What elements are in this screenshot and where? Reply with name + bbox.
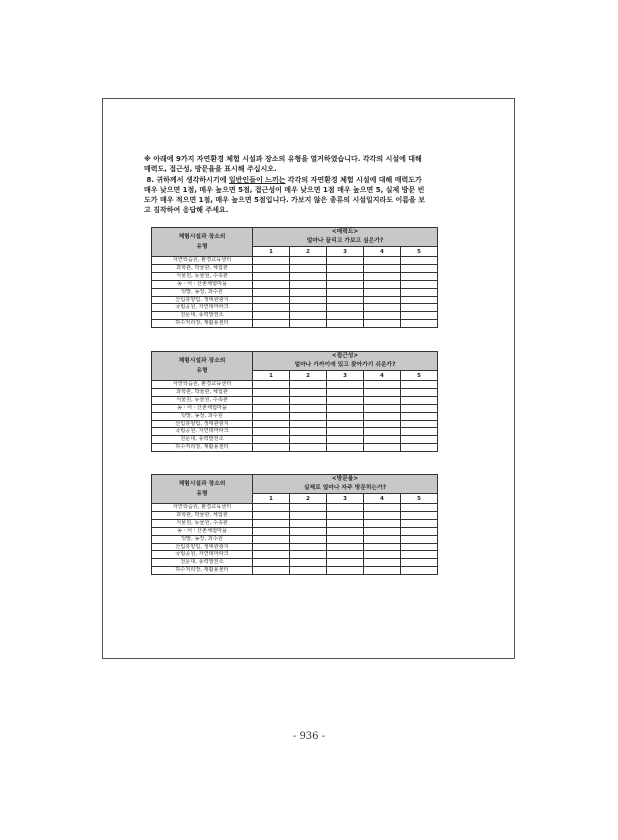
rating-cell[interactable] (401, 511, 438, 519)
rating-cell[interactable] (327, 264, 364, 272)
scale-header: 3 (327, 247, 364, 257)
rating-cell[interactable] (290, 551, 327, 559)
rating-cell[interactable] (401, 388, 438, 396)
rating-cell[interactable] (364, 272, 401, 280)
rating-cell[interactable] (364, 388, 401, 396)
attractiveness-table (151, 227, 438, 328)
table-row (152, 428, 438, 436)
rating-cell[interactable] (327, 288, 364, 296)
table-row (152, 381, 438, 389)
rating-cell[interactable] (364, 527, 401, 535)
table-row (152, 543, 438, 551)
rating-cell[interactable] (401, 396, 438, 404)
rating-cell[interactable] (364, 511, 401, 519)
rating-cell[interactable] (327, 280, 364, 288)
facility-type-label: 국립공원, 자연테마파크 (152, 551, 253, 559)
rating-cell[interactable] (290, 428, 327, 436)
rating-cell[interactable] (327, 428, 364, 436)
rating-cell[interactable] (253, 504, 290, 512)
rating-cell[interactable] (401, 296, 438, 304)
rating-cell[interactable] (401, 436, 438, 444)
rating-cell[interactable] (364, 312, 401, 320)
rating-cell[interactable] (401, 312, 438, 320)
rating-cell[interactable] (253, 567, 290, 575)
question-title: <방문율> (331, 476, 359, 482)
rating-cell[interactable] (327, 381, 364, 389)
rating-cell[interactable] (290, 257, 327, 265)
rating-cell[interactable] (290, 396, 327, 404)
rating-cell[interactable] (327, 436, 364, 444)
rating-cell[interactable] (253, 444, 290, 452)
rating-cell[interactable] (327, 511, 364, 519)
question-suffix: 각각의 자연환경 체험 시설에 대해 매력도가 (285, 175, 422, 184)
rating-cell[interactable] (401, 567, 438, 575)
facility-type-label: 농ㆍ어ㆍ산촌체험마을 (152, 280, 253, 288)
page-number: - 936 - (292, 731, 326, 742)
rating-cell[interactable] (364, 296, 401, 304)
rating-cell[interactable] (401, 504, 438, 512)
rating-cell[interactable] (290, 320, 327, 328)
rating-cell[interactable] (401, 420, 438, 428)
rating-cell[interactable] (290, 519, 327, 527)
rating-cell[interactable] (290, 444, 327, 452)
rating-cell[interactable] (364, 280, 401, 288)
rating-cell[interactable] (253, 264, 290, 272)
scale-header: 2 (290, 494, 327, 504)
rating-cell[interactable] (364, 304, 401, 312)
instruction-line (144, 175, 480, 185)
question-title: <접근성> (331, 353, 359, 359)
rating-cell[interactable] (364, 543, 401, 551)
survey-instructions (144, 154, 480, 216)
rating-cell[interactable] (401, 288, 438, 296)
rating-cell[interactable] (290, 304, 327, 312)
table-row (152, 264, 438, 272)
rating-cell[interactable] (290, 412, 327, 420)
instruction-line: 고 짐작하여 응답해 주세요. (144, 206, 229, 215)
rating-cell[interactable] (290, 404, 327, 412)
rating-cell[interactable] (327, 567, 364, 575)
rating-cell[interactable] (253, 511, 290, 519)
table-row (152, 535, 438, 543)
facility-type-label: 농ㆍ어ㆍ산촌체험마을 (152, 527, 253, 535)
table-row (152, 312, 438, 320)
rating-cell[interactable] (364, 559, 401, 567)
rating-cell[interactable] (327, 312, 364, 320)
rating-cell[interactable] (401, 320, 438, 328)
instruction-line: 도가 매우 적으면 1점, 매우 높으면 5점입니다. 가보지 않은 종류의 시설일지라도 이름을 보 (144, 196, 425, 205)
rating-cell[interactable] (364, 420, 401, 428)
rating-cell[interactable] (401, 444, 438, 452)
scale-header: 5 (401, 247, 438, 257)
question-header (253, 352, 438, 371)
rating-cell[interactable] (327, 296, 364, 304)
rating-cell[interactable] (364, 412, 401, 420)
table-row (152, 288, 438, 296)
facility-type-label: 과학관, 박물관, 체험관 (152, 388, 253, 396)
rating-cell[interactable] (401, 272, 438, 280)
table-row (152, 257, 438, 265)
underlined-phrase: 일반인들이 느끼는 (228, 175, 286, 184)
accessibility-table (151, 351, 438, 452)
table-row (152, 404, 438, 412)
table-row (152, 519, 438, 527)
table-row (152, 444, 438, 452)
rating-cell[interactable] (253, 257, 290, 265)
question-text: 얼마나 가까이에 있고 찾아가기 쉬운가? (294, 362, 396, 368)
rating-cell[interactable] (364, 428, 401, 436)
rating-cell[interactable] (253, 428, 290, 436)
rating-cell[interactable] (327, 543, 364, 551)
facility-type-label: 산림휴양림, 생태관광지 (152, 296, 253, 304)
facility-type-label: 하수처리장, 재활용센터 (152, 567, 253, 575)
table-row (152, 280, 438, 288)
scale-header: 3 (327, 371, 364, 381)
rating-cell[interactable] (401, 257, 438, 265)
scale-header: 4 (364, 371, 401, 381)
facility-type-label: 농ㆍ어ㆍ산촌체험마을 (152, 404, 253, 412)
rating-cell[interactable] (253, 304, 290, 312)
table-row (152, 296, 438, 304)
rating-cell[interactable] (364, 567, 401, 575)
rating-cell[interactable] (401, 381, 438, 389)
rating-cell[interactable] (290, 272, 327, 280)
rating-cell[interactable] (401, 304, 438, 312)
facility-type-label: 텃밭, 농장, 과수원 (152, 535, 253, 543)
rating-cell[interactable] (253, 320, 290, 328)
rating-cell[interactable] (253, 535, 290, 543)
facility-type-label: 국립공원, 자연테마파크 (152, 428, 253, 436)
rating-cell[interactable] (253, 551, 290, 559)
facility-type-label: 텃밭, 농장, 과수원 (152, 288, 253, 296)
rating-cell[interactable] (364, 535, 401, 543)
table-row (152, 527, 438, 535)
rating-cell[interactable] (364, 396, 401, 404)
instruction-line: ※ 아래에 9가지 자연환경 체험 시설과 장소의 유형을 열거하였습니다. 각각의 시설에 대해 (144, 155, 422, 163)
rating-cell[interactable] (253, 381, 290, 389)
rating-cell[interactable] (401, 535, 438, 543)
rating-cell[interactable] (401, 519, 438, 527)
visit-rate-table (151, 474, 438, 575)
facility-type-label: 산림휴양림, 생태관광지 (152, 543, 253, 551)
rating-cell[interactable] (327, 559, 364, 567)
rating-cell[interactable] (290, 559, 327, 567)
facility-type-label: 천문대, 풍력발전소 (152, 436, 253, 444)
rating-cell[interactable] (290, 312, 327, 320)
rating-cell[interactable] (327, 304, 364, 312)
rating-cell[interactable] (253, 396, 290, 404)
rating-cell[interactable] (401, 543, 438, 551)
table-row (152, 272, 438, 280)
rating-cell[interactable] (364, 404, 401, 412)
rating-cell[interactable] (253, 436, 290, 444)
question-header (253, 228, 438, 247)
rating-cell[interactable] (364, 381, 401, 389)
facility-type-header: 체험시설과 장소의 유형 (152, 228, 253, 257)
facility-type-label: 식물원, 동물원, 수족관 (152, 272, 253, 280)
table-row (152, 304, 438, 312)
facility-type-label: 자연학습원, 환경교육센터 (152, 504, 253, 512)
rating-cell[interactable] (253, 288, 290, 296)
rating-cell[interactable] (327, 404, 364, 412)
question-text: 실제로 얼마나 자주 방문하는가? (303, 485, 387, 491)
facility-type-label: 식물원, 동물원, 수족관 (152, 519, 253, 527)
rating-cell[interactable] (290, 381, 327, 389)
question-prefix: 8. 귀하께서 생각하시기에 (146, 175, 229, 184)
table-row (152, 420, 438, 428)
rating-cell[interactable] (327, 551, 364, 559)
facility-type-label: 식물원, 동물원, 수족관 (152, 396, 253, 404)
rating-cell[interactable] (253, 543, 290, 551)
rating-cell[interactable] (327, 504, 364, 512)
facility-type-header: 체험시설과 장소의 유형 (152, 475, 253, 504)
scale-header: 3 (327, 494, 364, 504)
table-row (152, 412, 438, 420)
rating-cell[interactable] (327, 519, 364, 527)
table-row (152, 559, 438, 567)
rating-cell[interactable] (290, 288, 327, 296)
rating-cell[interactable] (253, 559, 290, 567)
rating-cell[interactable] (327, 272, 364, 280)
facility-type-label: 하수처리장, 재활용센터 (152, 444, 253, 452)
rating-cell[interactable] (364, 551, 401, 559)
rating-cell[interactable] (401, 527, 438, 535)
rating-cell[interactable] (253, 312, 290, 320)
rating-cell[interactable] (290, 535, 327, 543)
rating-cell[interactable] (290, 296, 327, 304)
rating-cell[interactable] (290, 504, 327, 512)
facility-type-label: 자연학습원, 환경교육센터 (152, 257, 253, 265)
rating-cell[interactable] (401, 280, 438, 288)
table-row (152, 567, 438, 575)
rating-cell[interactable] (253, 412, 290, 420)
facility-type-label: 산림휴양림, 생태관광지 (152, 420, 253, 428)
facility-type-label: 국립공원, 자연테마파크 (152, 304, 253, 312)
table-row (152, 504, 438, 512)
rating-cell[interactable] (253, 519, 290, 527)
rating-cell[interactable] (253, 404, 290, 412)
rating-cell[interactable] (290, 264, 327, 272)
rating-cell[interactable] (290, 543, 327, 551)
rating-cell[interactable] (327, 420, 364, 428)
facility-type-label: 과학관, 박물관, 체험관 (152, 264, 253, 272)
question-header (253, 475, 438, 494)
scale-header: 1 (253, 371, 290, 381)
scale-header: 4 (364, 494, 401, 504)
rating-cell[interactable] (253, 280, 290, 288)
rating-cell[interactable] (327, 527, 364, 535)
rating-cell[interactable] (364, 320, 401, 328)
rating-cell[interactable] (290, 511, 327, 519)
rating-cell[interactable] (327, 396, 364, 404)
scale-header: 4 (364, 247, 401, 257)
rating-cell[interactable] (364, 519, 401, 527)
scale-header: 1 (253, 494, 290, 504)
table-row (152, 551, 438, 559)
rating-cell[interactable] (290, 567, 327, 575)
rating-cell[interactable] (364, 504, 401, 512)
table-row (152, 396, 438, 404)
rating-cell[interactable] (327, 388, 364, 396)
rating-cell[interactable] (253, 388, 290, 396)
table-row (152, 511, 438, 519)
rating-cell[interactable] (253, 296, 290, 304)
rating-cell[interactable] (327, 535, 364, 543)
rating-cell[interactable] (327, 320, 364, 328)
table-row (152, 388, 438, 396)
rating-cell[interactable] (327, 444, 364, 452)
scale-header: 1 (253, 247, 290, 257)
rating-cell[interactable] (290, 436, 327, 444)
rating-cell[interactable] (327, 412, 364, 420)
rating-cell[interactable] (290, 527, 327, 535)
scale-header: 5 (401, 494, 438, 504)
facility-type-label: 천문대, 풍력발전소 (152, 559, 253, 567)
rating-cell[interactable] (364, 444, 401, 452)
scale-header: 5 (401, 371, 438, 381)
table-row (152, 436, 438, 444)
rating-cell[interactable] (364, 264, 401, 272)
rating-cell[interactable] (364, 288, 401, 296)
rating-cell[interactable] (401, 428, 438, 436)
facility-type-label: 과학관, 박물관, 체험관 (152, 511, 253, 519)
scale-header: 2 (290, 371, 327, 381)
facility-type-header: 체험시설과 장소의 유형 (152, 352, 253, 381)
table-row (152, 320, 438, 328)
facility-type-label: 하수처리장, 재활용센터 (152, 320, 253, 328)
scale-header: 2 (290, 247, 327, 257)
rating-cell[interactable] (290, 280, 327, 288)
facility-type-label: 텃밭, 농장, 과수원 (152, 412, 253, 420)
rating-cell[interactable] (364, 257, 401, 265)
rating-cell[interactable] (401, 559, 438, 567)
rating-cell[interactable] (401, 264, 438, 272)
rating-cell[interactable] (253, 272, 290, 280)
rating-cell[interactable] (290, 420, 327, 428)
rating-cell[interactable] (253, 527, 290, 535)
instruction-line: 매우 낮으면 1점, 매우 높으면 5점, 접근성이 매우 낮으면 1점 매우 높으면 5, 실제 방문 빈 (144, 185, 425, 194)
facility-type-label: 자연학습원, 환경교육센터 (152, 381, 253, 389)
rating-cell[interactable] (290, 388, 327, 396)
question-text: 얼마나 끌리고 가보고 싶은가? (306, 238, 384, 244)
rating-cell[interactable] (401, 551, 438, 559)
question-title: <매력도> (331, 229, 359, 235)
rating-cell[interactable] (327, 257, 364, 265)
facility-type-label: 천문대, 풍력발전소 (152, 312, 253, 320)
rating-cell[interactable] (401, 412, 438, 420)
instruction-line: 매력도, 접근성, 방문율을 표시해 주십시오. (144, 165, 277, 174)
rating-cell[interactable] (401, 404, 438, 412)
rating-cell[interactable] (253, 420, 290, 428)
rating-cell[interactable] (364, 436, 401, 444)
